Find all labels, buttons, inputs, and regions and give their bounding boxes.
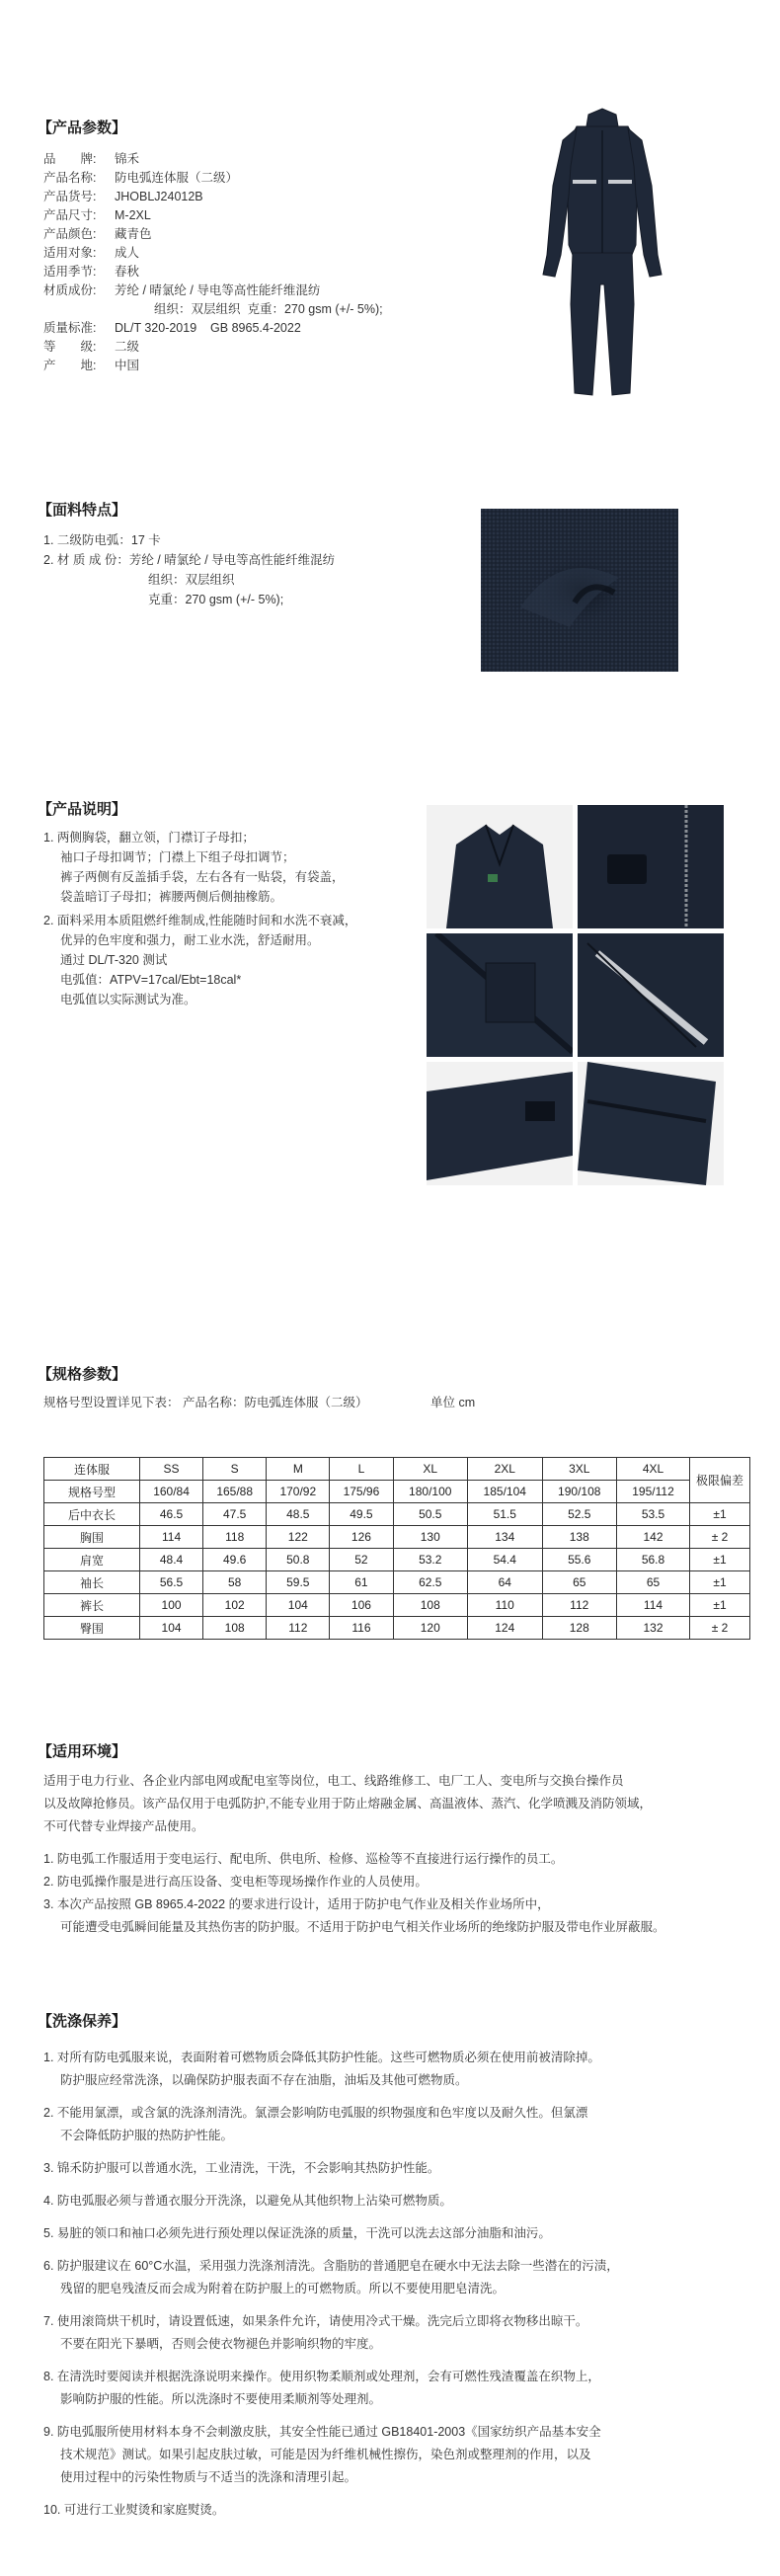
param-value: DL/T 320-2019 GB 8965.4-2022: [115, 321, 301, 335]
care-line: 3. 锦禾防护服可以普通水洗，工业清洗，干洗，不会影响其热防护性能。: [43, 2161, 440, 2175]
desc-line-3: 裤子两侧有反盖插手袋，左右各有一贴袋，有袋盖，: [60, 870, 345, 884]
desc-line-1: 1. 两侧胸袋，翻立领，门襟订子母扣；: [43, 831, 255, 845]
care-line: 不要在阳光下暴晒，否则会使衣物褪色并影响织物的牢度。: [60, 2337, 382, 2351]
size-label: SS: [140, 1458, 203, 1481]
param-key: 产品名称:: [43, 171, 97, 185]
measure-value: 108: [393, 1594, 468, 1617]
size-row: [44, 1526, 750, 1549]
care-item: [43, 2222, 744, 2245]
param-value: M-2XL: [115, 208, 151, 222]
desc-line-2: 袖口子母扣调节；门襟上下组子母扣调节；: [60, 850, 295, 864]
zipper-detail-image: [578, 805, 724, 928]
param-row: [43, 150, 383, 169]
param-key: 材质成份:: [43, 283, 97, 297]
param-row: [43, 263, 383, 282]
care-line: 防护服应经常洗涤，以确保防护服表面不存在油脂，油垢及其他可燃物质。: [60, 2073, 468, 2087]
param-row: [43, 244, 383, 263]
measure-value: 112: [267, 1617, 330, 1640]
measure-value: 52.5: [542, 1503, 617, 1526]
measure-value: 104: [140, 1617, 203, 1640]
measure-value: 132: [617, 1617, 690, 1640]
param-key: 等 级:: [43, 340, 97, 354]
params-list: [43, 150, 383, 375]
measure-value: 50.5: [393, 1503, 468, 1526]
desc-line-4: 袋盖暗订子母扣；裤腰两侧后侧抽橡筋。: [60, 890, 283, 904]
param-key: 产品货号:: [43, 190, 97, 203]
measure-value: 114: [617, 1594, 690, 1617]
env-intro-3: 不可代替专业焊接产品使用。: [43, 1819, 204, 1833]
measure-value: 47.5: [203, 1503, 267, 1526]
spec-subtitle-row: [43, 1393, 735, 1412]
measure-value: 65: [542, 1571, 617, 1594]
measure-value: 138: [542, 1526, 617, 1549]
measure-value: 55.6: [542, 1549, 617, 1571]
size-label: 3XL: [542, 1458, 617, 1481]
size-header-row: [44, 1458, 750, 1481]
care-item: [43, 2499, 744, 2522]
size-label: M: [267, 1458, 330, 1481]
param-key: 适用对象:: [43, 246, 97, 260]
size-label: 2XL: [468, 1458, 543, 1481]
desc-line-9: 电弧值以实际测试为准。: [60, 993, 196, 1006]
param-key: 产 地:: [43, 359, 97, 372]
desc-line-6: 优异的色牢度和强力，耐工业水洗，舒适耐用。: [60, 933, 320, 947]
measure-value: 51.5: [468, 1503, 543, 1526]
param-value: 防电弧连体服（二级）: [115, 171, 239, 185]
measure-tolerance: ± 2: [690, 1526, 750, 1549]
measure-value: 52: [330, 1549, 393, 1571]
measure-name: 袖长: [44, 1571, 140, 1594]
spec-title: 【规格参数】: [38, 1366, 127, 1383]
measure-value: 53.5: [617, 1503, 690, 1526]
tolerance-header: 极限偏差: [690, 1458, 750, 1503]
measure-value: 58: [203, 1571, 267, 1594]
spec-subtitle: 规格号型设置详见下表： 产品名称：防电弧连体服（二级）: [43, 1396, 368, 1409]
measure-value: 56.8: [617, 1549, 690, 1571]
size-label: XL: [393, 1458, 468, 1481]
care-item: [43, 2310, 744, 2356]
measure-value: 114: [140, 1526, 203, 1549]
env-text: [43, 1770, 744, 1939]
care-line: 残留的肥皂残渣反而会成为附着在防护服上的可燃物质。所以不要使用肥皂清洗。: [60, 2282, 506, 2295]
collar-detail-image: [427, 805, 573, 928]
measure-name: 肩宽: [44, 1549, 140, 1571]
care-item: [43, 2255, 744, 2300]
param-row: [43, 188, 383, 206]
param-row: [43, 357, 383, 375]
care-line: 使用过程中的污染性物质与不适当的洗涤和清理引起。: [60, 2470, 357, 2484]
waist-elastic-detail-image: [578, 1062, 724, 1185]
size-code: 170/92: [267, 1481, 330, 1503]
coverall-product-image: [533, 107, 671, 403]
care-line: 影响防护服的性能。所以洗涤时不要使用柔顺剂等处理剂。: [60, 2392, 382, 2406]
care-item: [43, 2157, 744, 2180]
env-intro-2: 以及故障抢修员。该产品仅用于电弧防护,不能专业用于防止熔融金属、高温液体、蒸汽、化学喷溅及消防领域，: [43, 1797, 652, 1811]
env-item-3b: 可能遭受电弧瞬间能量及其热伤害的防护服。不适用于防护电气相关作业场所的绝缘防护服及带电作业屏蔽服。: [60, 1920, 665, 1934]
measure-value: 118: [203, 1526, 267, 1549]
fabric-line-4: 克重：270 gsm (+/- 5%);: [148, 593, 284, 606]
param-value: 二级: [115, 340, 140, 354]
size-code: 175/96: [330, 1481, 393, 1503]
env-item-2: 2. 防电弧操作服是进行高压设备、变电柜等现场操作作业的人员使用。: [43, 1875, 428, 1889]
param-value: 藏青色: [115, 227, 152, 241]
param-value: 成人: [115, 246, 140, 260]
corner-top: 连体服: [44, 1458, 140, 1481]
measure-tolerance: ±1: [690, 1549, 750, 1571]
care-title: 【洗涤保养】: [38, 2013, 127, 2030]
env-title: 【适用环境】: [38, 1743, 127, 1760]
size-code: 185/104: [468, 1481, 543, 1503]
desc-text: [43, 828, 356, 1009]
param-row: [43, 300, 383, 319]
measure-value: 48.4: [140, 1549, 203, 1571]
measure-value: 106: [330, 1594, 393, 1617]
size-row: [44, 1617, 750, 1640]
measure-name: 臀围: [44, 1617, 140, 1640]
measure-value: 46.5: [140, 1503, 203, 1526]
measure-value: 50.8: [267, 1549, 330, 1571]
measure-value: 56.5: [140, 1571, 203, 1594]
measure-value: 100: [140, 1594, 203, 1617]
reflective-sleeve-detail-image: [578, 933, 724, 1057]
fabric-line-1: 1. 二级防电弧：17 卡: [43, 533, 161, 547]
measure-value: 104: [267, 1594, 330, 1617]
measure-value: 122: [267, 1526, 330, 1549]
measure-value: 126: [330, 1526, 393, 1549]
measure-value: 108: [203, 1617, 267, 1640]
size-code-row: [44, 1481, 750, 1503]
measure-value: 128: [542, 1617, 617, 1640]
measure-value: 49.5: [330, 1503, 393, 1526]
param-row: [43, 206, 383, 225]
measure-name: 裤长: [44, 1594, 140, 1617]
size-label: L: [330, 1458, 393, 1481]
care-line: 8. 在清洗时要阅读并根据洗涤说明来操作。使用织物柔顺剂或处理剂，会有可燃性残渣覆盖在织物上，: [43, 2370, 600, 2383]
size-label: 4XL: [617, 1458, 690, 1481]
param-value: 中国: [115, 359, 140, 372]
measure-tolerance: ±1: [690, 1503, 750, 1526]
size-row: [44, 1503, 750, 1526]
param-row: [43, 338, 383, 357]
size-row: [44, 1594, 750, 1617]
env-intro-1: 适用于电力行业、各企业内部电网或配电室等岗位，电工、线路维修工、电厂工人、变电所与交换台操作员: [43, 1774, 624, 1788]
measure-tolerance: ±1: [690, 1594, 750, 1617]
param-key: 产品颜色:: [43, 227, 97, 241]
measure-value: 64: [468, 1571, 543, 1594]
cuff-detail-image: [427, 1062, 573, 1185]
measure-value: 48.5: [267, 1503, 330, 1526]
param-value: JHOBLJ24012B: [115, 190, 203, 203]
size-label: S: [203, 1458, 267, 1481]
measure-value: 116: [330, 1617, 393, 1640]
measure-value: 142: [617, 1526, 690, 1549]
fabric-line-2: 2. 材 质 成 份：芳纶 / 晴氯纶 / 导电等高性能纤维混纺: [43, 553, 336, 567]
param-row: [43, 282, 383, 300]
param-row: [43, 319, 383, 338]
care-line: 不会降低防护服的热防护性能。: [60, 2129, 234, 2142]
care-line: 2. 不能用氯漂，或含氯的洗涤剂清洗。氯漂会影响防电弧服的织物强度和色牢度以及耐久性。但氯漂: [43, 2106, 588, 2120]
measure-value: 120: [393, 1617, 468, 1640]
care-line: 1. 对所有防电弧服来说，表面附着可燃物质会降低其防护性能。这些可燃物质必须在使用前被清除掉。: [43, 2051, 600, 2064]
measure-value: 54.4: [468, 1549, 543, 1571]
care-list: [43, 2037, 744, 2522]
measure-value: 124: [468, 1617, 543, 1640]
size-code: 165/88: [203, 1481, 267, 1503]
size-row: [44, 1571, 750, 1594]
env-item-3: 3. 本次产品按照 GB 8965.4-2022 的要求进行设计，适用于防护电气作业及相关作业场所中，: [43, 1897, 550, 1911]
measure-value: 102: [203, 1594, 267, 1617]
fabric-line-3: 组织：双层组织: [148, 573, 235, 587]
measure-value: 53.2: [393, 1549, 468, 1571]
measure-tolerance: ± 2: [690, 1617, 750, 1640]
params-title: 【产品参数】: [38, 120, 127, 136]
care-item: [43, 2102, 744, 2147]
size-code: 180/100: [393, 1481, 468, 1503]
param-value: 春秋: [115, 265, 140, 279]
desc-line-5: 2. 面料采用本质阻燃纤维制成,性能随时间和水洗不衰减，: [43, 914, 357, 927]
param-row: [43, 225, 383, 244]
measure-name: 后中衣长: [44, 1503, 140, 1526]
size-code: 190/108: [542, 1481, 617, 1503]
measure-name: 胸围: [44, 1526, 140, 1549]
spec-unit: 单位 cm: [429, 1396, 476, 1409]
care-line: 10. 可进行工业熨烫和家庭熨烫。: [43, 2503, 225, 2517]
size-code: 160/84: [140, 1481, 203, 1503]
desc-line-8: 电弧值：ATPV=17cal/Ebt=18cal*: [60, 973, 242, 987]
fabric-text: [43, 530, 335, 609]
care-item: [43, 2421, 744, 2489]
measure-value: 112: [542, 1594, 617, 1617]
param-key: 质量标准:: [43, 321, 97, 335]
measure-tolerance: ±1: [690, 1571, 750, 1594]
measure-value: 110: [468, 1594, 543, 1617]
chest-pocket-detail-image: [427, 933, 573, 1057]
care-line: 4. 防电弧服必须与普通衣服分开洗涤，以避免从其他织物上沾染可燃物质。: [43, 2194, 452, 2208]
desc-title: 【产品说明】: [38, 801, 127, 818]
param-key: 品 牌:: [43, 152, 97, 166]
param-row: [43, 169, 383, 188]
care-line: 技术规范》测试。如果引起皮肤过敏，可能是因为纤维机械性擦伤，染色剂或整理剂的作用，以及: [60, 2448, 591, 2461]
size-table: [43, 1457, 750, 1640]
care-line: 9. 防电弧服所使用材料本身不会刺激皮肤，其安全性能已通过 GB18401-2003《国家纺织产品基本安全: [43, 2425, 601, 2439]
measure-value: 62.5: [393, 1571, 468, 1594]
corner-bottom: 规格号型: [44, 1481, 140, 1503]
measure-value: 61: [330, 1571, 393, 1594]
care-line: 5. 易脏的领口和袖口必须先进行预处理以保证洗涤的质量，干洗可以洗去这部分油脂和油污。: [43, 2226, 551, 2240]
param-key: 产品尺寸:: [43, 208, 97, 222]
param-value: 芳纶 / 晴氯纶 / 导电等高性能纤维混纺: [115, 283, 321, 297]
care-item: [43, 2047, 744, 2092]
desc-line-7: 通过 DL/T-320 测试: [60, 953, 168, 967]
size-code: 195/112: [617, 1481, 690, 1503]
measure-value: 59.5: [267, 1571, 330, 1594]
care-line: 7. 使用滚筒烘干机时，请设置低速，如果条件允许，请使用冷式干燥。洗完后立即将衣物移出晾干。: [43, 2314, 588, 2328]
fabric-swatch-image: [481, 509, 678, 672]
env-item-1: 1. 防电弧工作服适用于变电运行、配电所、供电所、检修、巡检等不直接进行运行操作的员工。: [43, 1852, 564, 1866]
measure-value: 130: [393, 1526, 468, 1549]
param-value: 锦禾: [115, 152, 140, 166]
care-item: [43, 2190, 744, 2213]
param-key: 适用季节:: [43, 265, 97, 279]
param-value: 组织：双层组织 克重：270 gsm (+/- 5%);: [154, 302, 383, 316]
size-row: [44, 1549, 750, 1571]
measure-value: 134: [468, 1526, 543, 1549]
care-line: 6. 防护服建议在 60°C水温，采用强力洗涤剂清洗。含脂肪的普通肥皂在硬水中无法去除一些潜在的污渍，: [43, 2259, 619, 2273]
measure-value: 65: [617, 1571, 690, 1594]
fabric-title: 【面料特点】: [38, 502, 127, 519]
measure-value: 49.6: [203, 1549, 267, 1571]
care-item: [43, 2366, 744, 2411]
